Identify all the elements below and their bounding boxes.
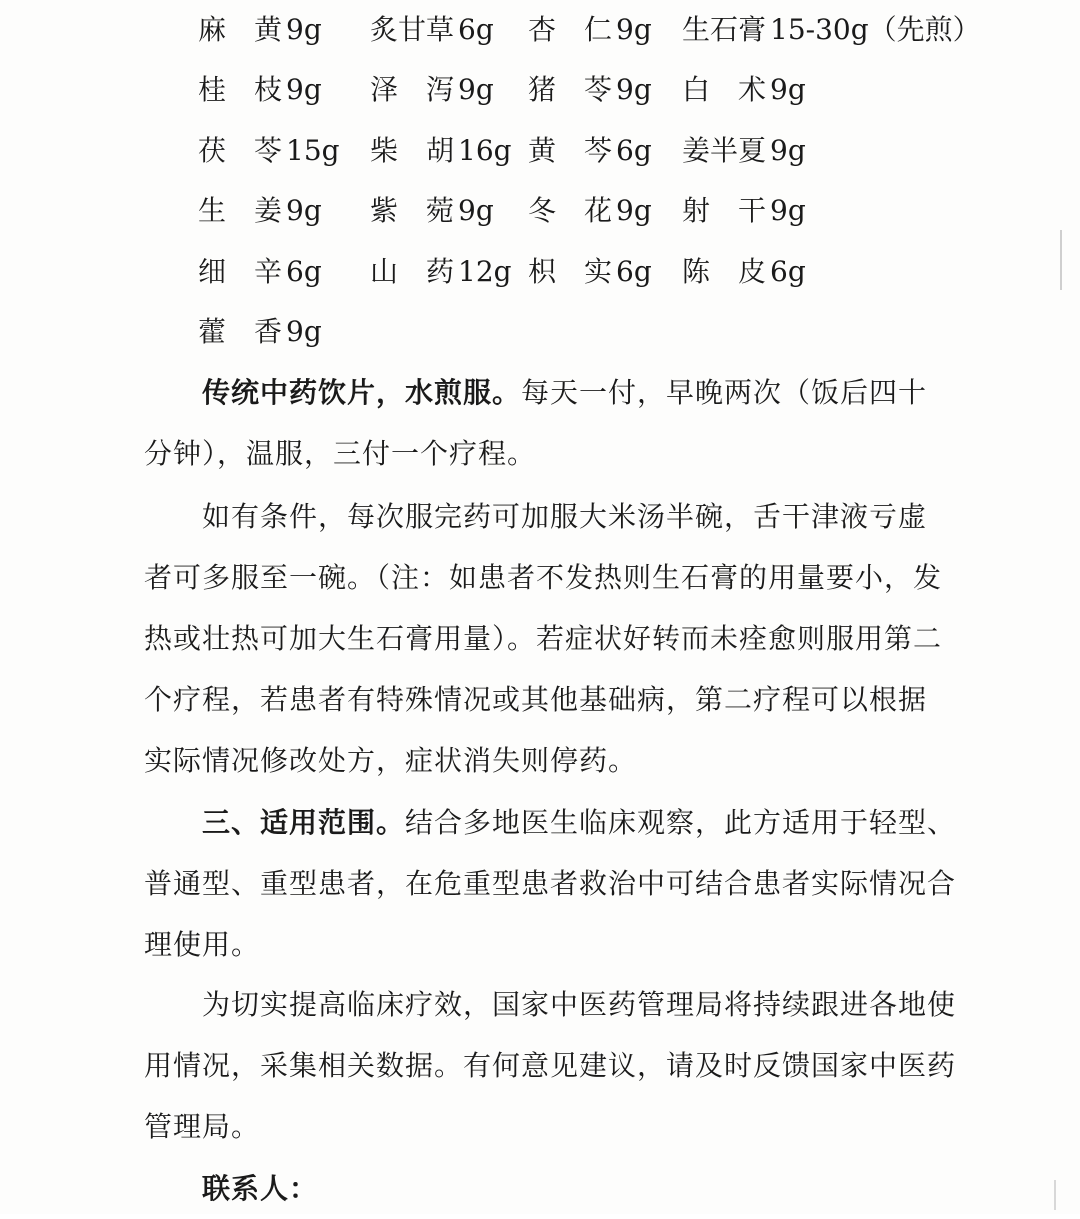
herb-dose: 15g xyxy=(286,134,340,167)
herb-item xyxy=(682,126,806,176)
herb-name: 炙甘草 xyxy=(370,13,455,46)
usage-paragraph xyxy=(144,362,944,484)
scan-edge-mark xyxy=(1054,1180,1056,1210)
herb-item xyxy=(682,5,981,55)
herb-item xyxy=(198,5,322,55)
herb-item xyxy=(198,65,322,115)
herb-dose: 6g xyxy=(616,255,652,288)
usage-line2: 分钟），温服，三付一个疗程。 xyxy=(144,437,537,470)
herb-dose: 9g xyxy=(770,134,806,167)
herb-item xyxy=(682,186,806,236)
herb-name: 猪 苓 xyxy=(528,73,613,106)
herb-name: 生 姜 xyxy=(198,194,283,227)
herb-item xyxy=(682,247,806,297)
followup-paragraph xyxy=(144,974,957,1157)
herb-name: 柴 胡 xyxy=(370,134,455,167)
herb-dose: 15-30g（先煎） xyxy=(770,13,981,46)
usage-bold-lead: 传统中药饮片，水煎服。 xyxy=(202,376,522,409)
herb-name: 黄 芩 xyxy=(528,134,613,167)
herb-item xyxy=(528,65,652,115)
herb-item xyxy=(370,65,494,115)
herb-dose: 9g xyxy=(286,194,322,227)
herb-name: 细 辛 xyxy=(198,255,283,288)
scan-edge-mark xyxy=(1060,230,1062,290)
herb-dose: 9g xyxy=(458,73,494,106)
herb-name: 茯 苓 xyxy=(198,134,283,167)
conditions-line3: 热或壮热可加大生石膏用量）。若症状好转而未痊愈则服用第二 xyxy=(144,622,943,655)
conditions-line5: 实际情况修改处方，症状消失则停药。 xyxy=(144,744,638,777)
herb-name: 白 术 xyxy=(682,73,767,106)
herb-dose: 9g xyxy=(286,73,322,106)
herb-name: 冬 花 xyxy=(528,194,613,227)
herb-item xyxy=(370,5,494,55)
conditions-line1: 如有条件，每次服完药可加服大米汤半碗，舌干津液亏虚 xyxy=(202,500,928,533)
followup-line2: 用情况，采集相关数据。有何意见建议，请及时反馈国家中医药 xyxy=(144,1049,957,1082)
herb-dose: 6g xyxy=(458,13,494,46)
herb-dose: 9g xyxy=(770,194,806,227)
herb-name: 射 干 xyxy=(682,194,767,227)
conditions-line4: 个疗程，若患者有特殊情况或其他基础病，第二疗程可以根据 xyxy=(144,683,928,716)
herb-item xyxy=(370,126,512,176)
herb-name: 杏 仁 xyxy=(528,13,613,46)
herb-item xyxy=(528,126,652,176)
scope-bold-lead: 三、适用范围。 xyxy=(202,806,406,839)
herb-item xyxy=(198,247,322,297)
herb-item xyxy=(370,186,494,236)
herb-name: 桂 枝 xyxy=(198,73,283,106)
herb-item xyxy=(198,126,340,176)
herb-dose: 9g xyxy=(458,194,494,227)
herb-dose: 6g xyxy=(286,255,322,288)
scope-paragraph xyxy=(144,792,957,975)
contact-line xyxy=(144,1158,944,1219)
herb-name: 枳 实 xyxy=(528,255,613,288)
herb-item xyxy=(198,307,322,357)
herb-name: 紫 菀 xyxy=(370,194,455,227)
herb-dose: 16g xyxy=(458,134,512,167)
herb-item xyxy=(528,5,652,55)
herb-dose: 6g xyxy=(616,134,652,167)
conditions-paragraph xyxy=(144,486,944,791)
conditions-line2: 者可多服至一碗。（注：如患者不发热则生石膏的用量要小，发 xyxy=(144,561,943,594)
herb-dose: 9g xyxy=(286,315,322,348)
herb-name: 陈 皮 xyxy=(682,255,767,288)
herb-dose: 6g xyxy=(770,255,806,288)
contact-label: 联系人： xyxy=(202,1172,319,1205)
herb-item xyxy=(682,65,806,115)
herb-item xyxy=(198,186,322,236)
herb-name: 麻 黄 xyxy=(198,13,283,46)
scope-line2: 普通型、重型患者，在危重型患者救治中可结合患者实际情况合 xyxy=(144,867,957,900)
herb-dose: 9g xyxy=(616,194,652,227)
herb-dose: 9g xyxy=(616,73,652,106)
herb-name: 姜半夏 xyxy=(682,134,767,167)
herb-name: 山 药 xyxy=(370,255,455,288)
herb-dose: 9g xyxy=(770,73,806,106)
scope-line1: 结合多地医生临床观察，此方适用于轻型、 xyxy=(405,806,957,839)
herb-name: 藿 香 xyxy=(198,315,283,348)
herb-item xyxy=(370,247,512,297)
followup-line1: 为切实提高临床疗效，国家中医药管理局将持续跟进各地使 xyxy=(202,988,957,1021)
herb-item xyxy=(528,186,652,236)
herb-dose: 12g xyxy=(458,255,512,288)
followup-line3: 管理局。 xyxy=(144,1110,261,1143)
herb-dose: 9g xyxy=(616,13,652,46)
herb-name: 生石膏 xyxy=(682,13,767,46)
usage-line1: 每天一付，早晚两次（饭后四十 xyxy=(521,376,928,409)
herb-item xyxy=(528,247,652,297)
herb-name: 泽 泻 xyxy=(370,73,455,106)
scope-line3: 理使用。 xyxy=(144,928,261,961)
herb-dose: 9g xyxy=(286,13,322,46)
